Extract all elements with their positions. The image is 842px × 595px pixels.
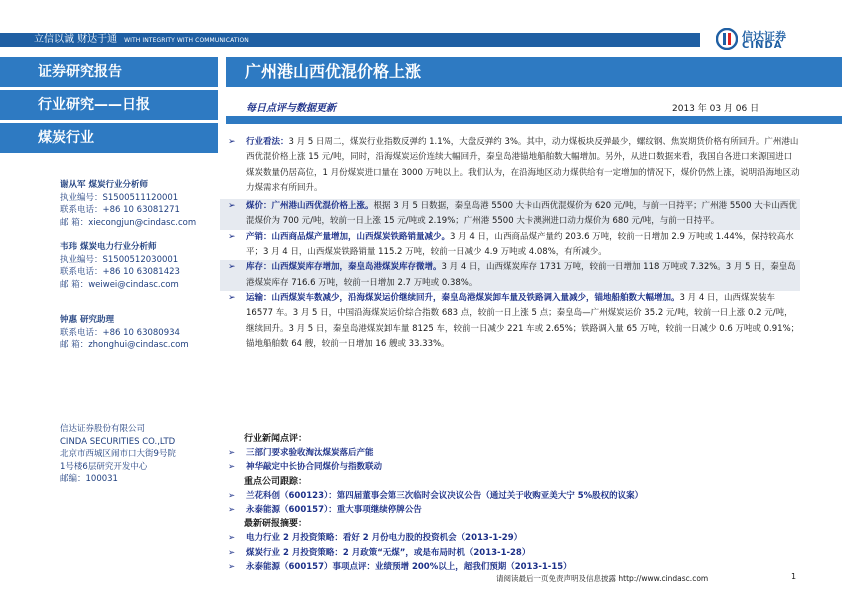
analyst-phone: 联系电话：+86 10 63081271: [60, 205, 180, 215]
company-name-en: CINDA SECURITIES CO.,LTD: [60, 436, 176, 447]
arrow-bullet-icon: ➢: [228, 292, 236, 303]
company-item: [220, 503, 800, 517]
cinda-logo-icon: [716, 28, 738, 50]
paragraph-lead: 产销：山西商品煤产量增加，山西煤炭铁路销量减少。: [246, 231, 451, 242]
arrow-bullet-icon: ➢: [228, 231, 236, 242]
paragraph-inventory: [220, 260, 800, 291]
paragraph-text: 3 月 5 日周二，煤炭行业指数反弹约 1.1%，大盘反弹约 3%。其中，动力煤板块反弹最少，螺纹钢、焦炭期货价格有所回升。广州港山西优混价格上涨 15 元/吨，同时，沿海煤炭运价连续大幅回升，秦皇岛港锚地船舶数大幅增加。另外，从进口数据来看，我国自各进口来源国进口煤炭数量仍居高位，1 月份煤炭进口量在 3000 万吨以上。我们认为，在沿海地区动力煤供给有一定增加的情况下，煤价仍然上涨，说明沿海地区动力煤需求有所回升。: [246, 137, 800, 193]
section-heading-news: 行业新闻点评：: [244, 434, 308, 444]
company-logo: [716, 28, 836, 52]
arrow-bullet-icon: ➢: [228, 262, 236, 273]
news-item-text: 神华敲定中长协合同煤价与指数联动: [246, 462, 383, 473]
report-type-label: 证券研究报告: [0, 57, 218, 87]
report-item: [220, 560, 800, 574]
news-item: [220, 446, 800, 460]
analyst-name: 韦玮 煤炭电力行业分析师: [60, 242, 157, 252]
slogan-cn: 立信以诚 财达于通: [34, 34, 118, 45]
sidebar: [0, 57, 218, 595]
industry-label: 煤炭行业: [0, 123, 218, 153]
report-category-label: 行业研究——日报: [0, 90, 218, 120]
company-item: [220, 489, 800, 503]
arrow-bullet-icon: ➢: [228, 533, 236, 544]
analyst-name: 钟惠 研究助理: [60, 315, 114, 325]
arrow-bullet-icon: ➢: [228, 201, 236, 212]
logo-text-cn: 信达证券: [742, 30, 786, 43]
news-item-text: 三部门要求验收淘汰煤炭落后产能: [246, 448, 374, 459]
paragraph-transport: [220, 291, 800, 352]
paragraph-text: 3 月 4 日，山西煤炭装车 16577 车。3 月 5 日，中国沿海煤炭运价综合指数 683 点，较前一日上涨 5 点；秦皇岛—广州煤炭运价 35.2 元/吨，较前一日上涨 0.2 元/吨，继续回升。3 月 5 日，秦皇岛港煤炭卸车量 8125 车，较前一日减少 221 车或 2.65%；铁路调入量 65 万吨，较前一日减少 0.6 万吨或 0.91%；锚地船舶数 64 艘，较前一日增加 16 艘或 33.33%。: [246, 292, 800, 349]
company-postcode: 邮编：100031: [60, 474, 118, 484]
arrow-bullet-icon: ➢: [228, 547, 236, 558]
news-item: [220, 460, 800, 474]
analyst-name: 谢从军 煤炭行业分析师: [60, 180, 148, 190]
analyst-phone: 联系电话：+86 10 63081423: [60, 267, 180, 277]
arrow-bullet-icon: ➢: [228, 448, 236, 459]
arrow-bullet-icon: ➢: [228, 561, 236, 572]
analyst-phone: 联系电话：+86 10 63080934: [60, 327, 180, 338]
divider: [226, 116, 842, 124]
report-item: [220, 546, 800, 560]
paragraph-industry-view: [220, 135, 800, 196]
analyst-email: 邮 箱：zhonghui@cindasc.com: [60, 340, 189, 350]
report-item-text: 电力行业 2 月投资策略：看好 2 月份电力股的投资机会（2013-1-29）: [246, 533, 523, 544]
news-section: [220, 432, 800, 574]
report-date: 2013 年 03 月 06 日: [672, 104, 760, 114]
section-heading-reports: 最新研报摘要：: [244, 519, 308, 530]
paragraph-coal-price: [220, 199, 800, 230]
header: [0, 0, 842, 52]
company-info: [60, 423, 176, 486]
company-address: 北京市西城区闹市口大街9号院: [60, 449, 176, 459]
paragraph-lead: 运输：山西煤炭车数减少，沿海煤炭运价继续回升，秦皇岛港煤炭卸车量及铁路调入量减少，锚地船舶数大幅增加。: [246, 292, 680, 303]
company-address-2: 1号楼6层研究开发中心: [60, 461, 148, 472]
company-item-text: 永泰能源（600157）：重大事项继续停牌公告: [246, 505, 422, 516]
paragraph-lead: 行业看法：: [246, 137, 289, 147]
analyst-card: [60, 241, 180, 291]
report-item-text: 永泰能源（600157）事项点评：业绩预增 200%以上，超我们预期（2013-1-15）: [246, 561, 572, 572]
report-body: [220, 135, 800, 352]
report-item: [220, 531, 800, 545]
logo-text-en: CINDA: [742, 40, 783, 51]
section-heading-company: 重点公司跟踪：: [244, 476, 308, 487]
analyst-email: 邮 箱：xiecongjun@cindasc.com: [60, 217, 197, 228]
paragraph-text: 根据 3 月 5 日数据，秦皇岛港 5500 大卡山西优混煤价为 620 元/吨，与前一日持平；广州港 5500 大卡山西优混煤价为 700 元/吨，较前一日上涨 15 元/吨或 2.19%；广州港 5500 大卡澳洲进口动力煤价为 680 元/吨，与前一日持平。: [246, 201, 797, 227]
analyst-email: 邮 箱：weiwei@cindasc.com: [60, 279, 179, 290]
paragraph-text: 3 月 4 日，山西商品煤产量约 203.6 万吨，较前一日增加 2.9 万吨或 1.44%，保持较高水平；3 月 4 日，山西煤炭铁路销量 115.2 万吨，较前一日减少 4.9 万吨或 4.08%，有所减少。: [246, 231, 794, 258]
arrow-bullet-icon: ➢: [228, 505, 236, 516]
company-item-text: 兰花科创（600123）：第四届董事会第三次临时会议决议公告（通过关于收购亚美大宁 5%股权的议案）: [246, 490, 644, 501]
analyst-card: [60, 314, 189, 352]
arrow-bullet-icon: ➢: [228, 137, 236, 147]
slogan-en: WITH INTEGRITY WITH COMMUNICATION: [124, 37, 249, 44]
analyst-license: 执业编号：S1500512030001: [60, 254, 179, 265]
report-item-text: 煤炭行业 2 月投资策略：2 月政策“无煤”，或是布局时机（2013-1-28）: [246, 547, 531, 558]
paragraph-lead: 库存：山西煤炭库存增加，秦皇岛港煤炭库存微增。: [246, 262, 442, 273]
paragraph-production-sales: [220, 230, 800, 261]
analyst-license: 执业编号：S1500511120001: [60, 192, 179, 203]
paragraph-text: 3 月 4 日，山西煤炭库存 1731 万吨，较前一日增加 118 万吨或 7.32%。3 月 5 日，秦皇岛港煤炭库存 716.6 万吨，较前一日增加 2.7 万吨或 0.38%。: [246, 262, 796, 288]
page-number: 1: [791, 572, 797, 581]
report-title: 广州港山西优混价格上涨: [245, 62, 422, 81]
report-subtitle: 每日点评与数据更新: [246, 103, 336, 114]
paragraph-lead: 煤价：广州港山西优混价格上涨。: [246, 201, 374, 212]
arrow-bullet-icon: ➢: [228, 490, 236, 501]
analyst-card: [60, 179, 196, 229]
arrow-bullet-icon: ➢: [228, 462, 236, 473]
slogan-band: [0, 33, 700, 47]
company-name-cn: 信达证券股份有限公司: [60, 424, 146, 434]
footer-disclaimer: 请阅读最后一页免责声明及信息披露 http://www.cindasc.com: [496, 574, 709, 583]
